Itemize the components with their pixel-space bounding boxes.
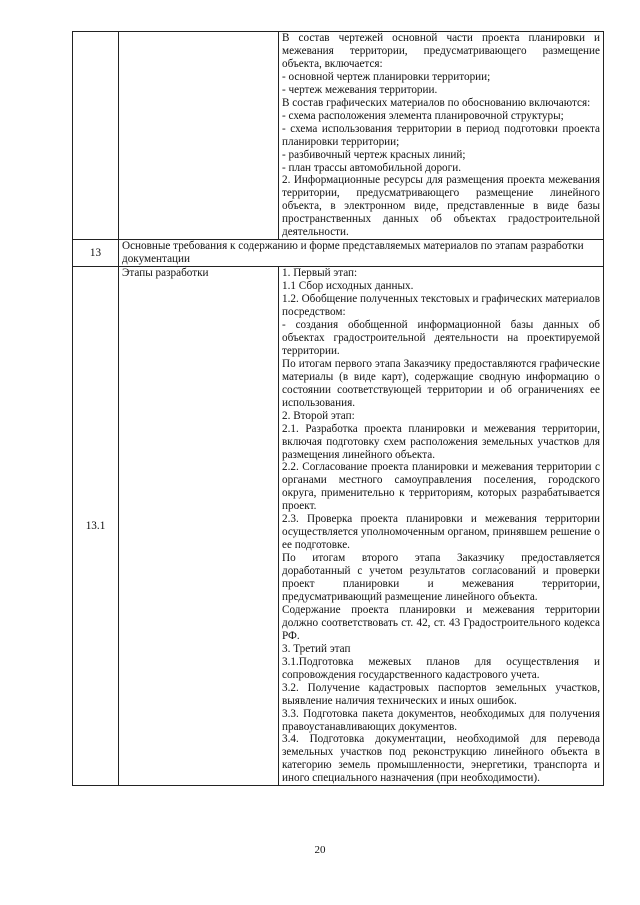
paragraph: 1.2. Обобщение полученных текстовых и графических материалов посредством:: [282, 293, 600, 319]
table-row-13-1: [73, 267, 604, 786]
paragraph: - создания обобщенной информационной базы данных об объектах градостроительной деятельности на проектируемой территории.: [282, 318, 600, 357]
requirements-table: [72, 31, 604, 786]
paragraph: 3. Третий этап: [282, 642, 351, 655]
row-number-cell: [73, 32, 119, 240]
paragraph: По итогам первого этапа Заказчику предоставляются графические материалы (в виде карт), содержащие сводную информацию о состоянии соответствующей территории и об ограничениях ее использования.: [282, 357, 600, 409]
paragraph: - схема расположения элемента планировочной структуры;: [282, 109, 564, 122]
paragraph: 1.1 Сбор исходных данных.: [282, 280, 414, 293]
paragraph: 3.1.Подготовка межевых планов для осуществления и сопровождения государственного кадастрового учета.: [282, 655, 600, 681]
page-number: 20: [314, 844, 326, 856]
paragraph: В состав графических материалов по обоснованию включаются:: [282, 96, 591, 109]
row-number-cell: 13.1: [73, 267, 119, 786]
paragraph: - схема использования территории в период подготовки проекта планировки территории;: [282, 122, 600, 148]
paragraph: 3.2. Получение кадастровых паспортов земельных участков, выявление наличия технических и иных ошибок.: [282, 681, 600, 707]
section-heading-cell: Основные требования к содержанию и форме представляемых материалов по этапам разработки документации: [119, 240, 604, 267]
row-content-cell: [279, 267, 604, 786]
paragraph: 2. Второй этап:: [282, 409, 355, 422]
row-label-cell: [119, 32, 279, 240]
paragraph: По итогам второго этапа Заказчику предоставляется доработанный с учетом результатов согласований и проверки проект планировки и межевания территории, предусматривающий размещение линейного объекта.: [282, 552, 600, 603]
paragraph: 2.2. Согласование проекта планировки и межевания территории с органами местного самоуправления поселения, городского округа, применительно к территориям, которых разрабатывается проект.: [282, 461, 600, 513]
row-content-cell: [279, 32, 604, 240]
table-row-13: [73, 240, 604, 267]
paragraph: - основной чертеж планировки территории;: [282, 70, 491, 83]
paragraph: - чертеж межевания территории.: [282, 83, 438, 96]
paragraph: 3.4. Подготовка документации, необходимой для перевода земельных участков под реконструкцию линейного объекта в категорию земель промышленности, энергетики, транспорта и иного специального назначения (при необходимости).: [282, 733, 600, 785]
paragraph: - план трассы автомобильной дороги.: [282, 161, 462, 174]
paragraph: 2.3. Проверка проекта планировки и межевания территории осуществляется уполномоченным органом, принявшем решение о ее подготовке.: [282, 513, 600, 552]
paragraph: Содержание проекта планировки и межевания территории должно соответствовать ст. 42, ст. 43 Градостроительного кодекса РФ.: [282, 603, 600, 642]
paragraph: - разбивочный чертеж красных линий;: [282, 148, 466, 161]
row-number-cell: 13: [73, 240, 119, 267]
row-label-cell: Этапы разработки: [119, 267, 279, 786]
table-row-continuation: [73, 32, 604, 240]
paragraph: 2. Информационные ресурсы для размещения проекта межевания территории, предусматривающего размещение линейного объекта, в электронном виде, представленные в виде базы пространственных данных об объектах градостроительной деятельности.: [282, 174, 600, 239]
paragraph: 3.3. Подготовка пакета документов, необходимых для получения правоустанавливающих документов.: [282, 707, 600, 733]
paragraph: В состав чертежей основной части проекта планировки и межевания территории, предусматривающего размещение объекта, включается:: [282, 32, 600, 70]
paragraph: 2.1. Разработка проекта планировки и межевания территории, включая подготовку схем расположения земельных участков для размещения линейного объекта.: [282, 422, 600, 461]
paragraph: 1. Первый этап:: [282, 267, 358, 280]
